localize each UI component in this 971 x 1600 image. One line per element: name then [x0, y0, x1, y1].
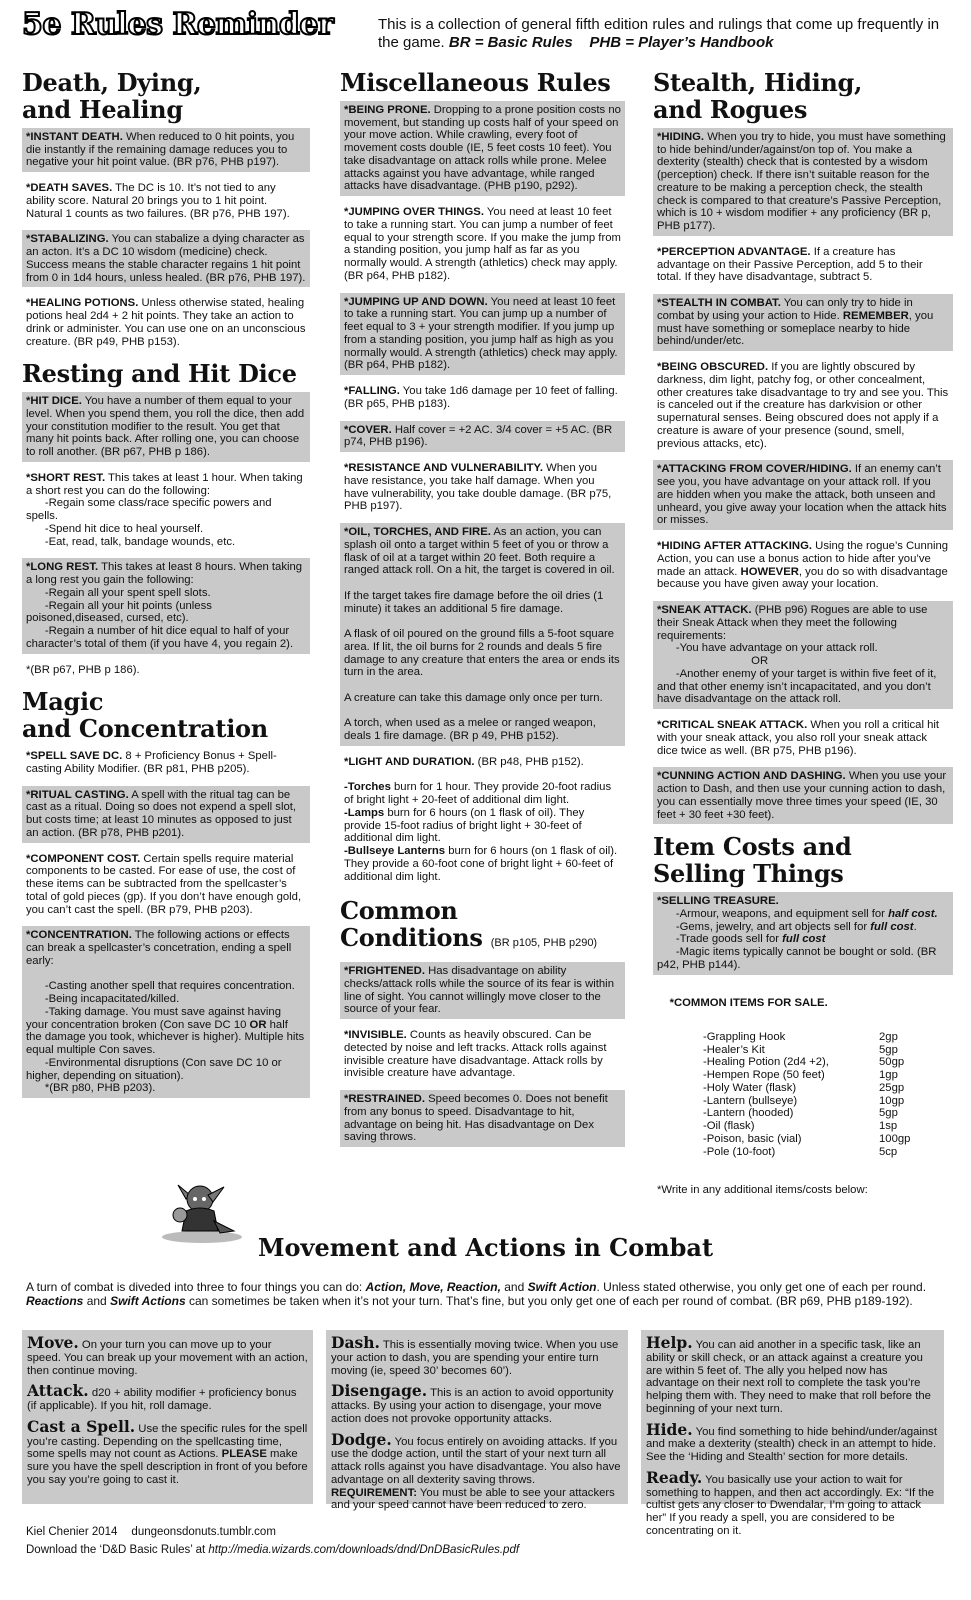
- obscured-box: *BEING OBSCURED. If you are lightly obscured by darkness, dim light, patchy fog, or other concealment, other creatures take disadvantage to try and see you. This is canceled out if the creature has darkvision or other supernatural senses. Being obscured does not apply if a creature is aware of your presence (sound, smell, previous attacks, etc).: [657, 361, 952, 450]
- help-entry: Help. You can aid another in a specific task, like an ability or skill check, or an attack against a creature you are within 5 feet of. The ally you helped now has advantage on their next roll to complete the task you’re helping them with. They need to make that roll before the beginning of your next turn.: [646, 1333, 931, 1415]
- page-title: 5e Rules Reminder: [22, 7, 334, 42]
- item-name: -Healing Potion (2d4 +2),: [703, 1056, 829, 1069]
- falling-box: *FALLING. You take 1d6 damage per 10 feet of falling. (BR p65, PHB p183).: [344, 385, 621, 410]
- item-row: [703, 1031, 949, 1044]
- items-heading: Item Costs and Selling Things: [653, 832, 852, 889]
- cunning-action-box: *CUNNING ACTION AND DASHING. When you use your action to Dash, and then use your cunning action to dash, you can essentially move three times your speed (IE, 30 feet + 30 feet +30 feet).: [653, 767, 953, 824]
- item-cost: 5gp: [879, 1043, 898, 1056]
- attack-entry: Attack. d20 + ability modifier + proficiency bonus (if applicable). If you hit, roll damage.: [27, 1381, 297, 1412]
- item-list: [703, 1031, 949, 1159]
- item-cost: 2gp: [879, 1030, 898, 1043]
- item-cost: 50gp: [879, 1056, 905, 1069]
- stealth-combat-box: *STEALTH IN COMBAT. You can only try to hide in combat by using your action to Hide. REMEMBER, you must have something or someplace nearby to hide behind/under/etc.: [653, 294, 953, 351]
- item-row: [703, 1082, 949, 1095]
- hit-dice-box: *HIT DICE. You have a number of them equal to your level. When you spend them, you roll the dice, then add your constitution modifier to the result. You get that many hit points back. After rolling one, you can choose to roll another. (BR p67, PHB p 186).: [22, 392, 310, 462]
- oil-fire-box: *OIL, TORCHES, AND FIRE. As an action, you can splash oil onto a target within 5 feet of you or throw a flask of oil at a target within 20 feet. Both require a ranged attack roll. On a hit, the target is covered in oil. If the target takes fire damage before the oil dries (1 minute) it takes an additional 5 fire damage. A flask of oil poured on the ground fills a 5-foot square area. If lit, the oil burns for 2 rounds and deals 5 fire damage to any creature that enters the area or ends its turn in the area. A creature can take this damage only once per turn. A torch, when used as a melee or ranged weapon, deals 1 fire damage. (BR p 49, PHB p152).: [340, 523, 625, 746]
- restrained-box: *RESTRAINED. Speed becomes 0. Does not benefit from any bonus to speed. Disadvantage to hit, advantage on being hit. Has disadvantage on Dex saving throws.: [340, 1090, 625, 1147]
- jumping-over-box: *JUMPING OVER THINGS. You need at least 10 feet to take a running start. You can jump a number of feet equal to your strength score. If you make the jump from a standing position, you jump half as far as you normally would. A strength (athletics) check may apply. (BR p64, PHB p182).: [344, 206, 625, 282]
- item-cost: 25gp: [879, 1081, 905, 1094]
- frightened-box: *FRIGHTENED. Has disadvantage on ability checks/attack rolls while the source of its fear is within line of sight. You cannot willingly move closer to the source of your fear.: [340, 962, 625, 1019]
- healing-potions-box: *HEALING POTIONS. Unless otherwise stated, healing potions heal 2d4 + 2 hit points. They take an action to drink or administer. You can use one on an unconscious creature. (BR p49, PHB p153).: [26, 297, 309, 348]
- perception-box: *PERCEPTION ADVANTAGE. If a creature has advantage on their Passive Perception, add 5 to their total. If they have disadvantage, subtract 5.: [657, 245, 926, 284]
- instant-death-box: *INSTANT DEATH. When reduced to 0 hit points, you die instantly if the remaining damage reduces you to negative your hit point value. (BR p76, PHB p197).: [22, 128, 310, 172]
- item-row: [703, 1095, 949, 1108]
- item-name: -Poison, basic (vial): [703, 1132, 802, 1145]
- column-1: [22, 70, 310, 1105]
- stealth-heading: Stealth, Hiding, and Rogues: [653, 68, 863, 124]
- footer: [26, 1524, 519, 1560]
- item-cost: 10gp: [879, 1094, 905, 1107]
- item-row: [703, 1120, 949, 1133]
- download-note: Download the ‘D&D Basic Rules’ at: [26, 1543, 209, 1556]
- hiding-box: *HIDING. When you try to hide, you must have something to hide behind/under/against/on top of. You make a dexterity (stealth) check that is contested by a wisdom (perception) check. If there isn’t suitable reason for the creature to be making a perception check, the stealth check is compared to that creature’s Passive Perception, which is 10 + wisdom modifier + any proficiency (BR p, PHB p177).: [653, 128, 953, 236]
- long-rest-box: *LONG REST. This takes at least 8 hours. When taking a long rest you gain the following: -Regain all your spent spell slots. -Regain all your hit points (unless poisoned,diseased, cursed, etc). -Regain a number of hit dice equal to half of your character’s total of them (if you have 4, you regain 2).: [22, 558, 310, 653]
- dash-entry: Dash. This is essentially moving twice. When you use your action to dash, you are spending your entire turn moving (ie, speed 30’ becomes 60’).: [331, 1333, 619, 1377]
- concentration-box: *CONCENTRATION. The following actions or effects can break a spellcaster’s concetration, ending a spell early: -Casting another spell that requires concentration. -Being incapacitated/killed. -Taking damage. You must save against having your concentration broken (Con save DC 10 OR half the damage you took, whichever is higher). Multiple hits equal multiple Con saves. -Environmental disruptions (Con save DC 10 or higher, depending on situation). *(BR p80, PHB p203).: [22, 926, 310, 1098]
- author-credit: Kiel Chenier 2014: [26, 1526, 118, 1538]
- item-name: -Lantern (hooded): [703, 1107, 794, 1120]
- stabalizing-box: *STABALIZING. You can stabalize a dying character as an acton. It’s a DC 10 wisdom (medicine) check. Success means the stable character regains 1 hit point from 0 in 1d4 hours, unless healed. (BR p76, PHB 197).: [22, 230, 310, 287]
- magic-heading: Magic and Concentration: [22, 687, 268, 744]
- rest-heading: Resting and Hit Dice: [22, 359, 297, 389]
- light-duration-box: *LIGHT AND DURATION. (BR p48, PHB p152). -Torches burn for 1 hour. They provide 20-foot radius of bright light + 20-feet of additional dim light. -Lamps burn for 6 hours (on 1 flask of oil). They provide 15-foot radius of bright light + 30-feet of additional dim light. -Bullseye Lanterns burn for 6 hours (on 1 flask of oil). They provide a 60-foot cone of bright light + 60-feet of additional dim light.: [344, 755, 621, 883]
- item-row: [703, 1044, 949, 1057]
- move-entry: Move. On your turn you can move up to your speed. You can break up your movement with an action, then continue moving.: [27, 1333, 308, 1377]
- spell-save-dc-box: *SPELL SAVE DC. 8 + Proficiency Bonus + Spell-casting Ability Modifier. (BR p81, PHB p205).: [26, 750, 277, 775]
- disengage-entry: Disengage. This is an action to avoid opportunity attacks. By using your action to disengage, your move action does not provoke opportunity attacks.: [331, 1381, 614, 1425]
- item-cost: 5gp: [879, 1107, 898, 1120]
- item-row: [703, 1069, 949, 1082]
- column-2: [340, 70, 625, 1154]
- jumping-up-box: *JUMPING UP AND DOWN. You need at least 10 feet to take a running start. You can jump up a number of feet equal to 3 + your strength modifier. If you jump up from a standing position, you jump half as high as you normally would. A strength (athletics) check may apply. (BR p64, PHB p182).: [340, 293, 625, 376]
- item-name: -Grappling Hook: [703, 1030, 786, 1043]
- site-link[interactable]: dungeonsdonuts.tumblr.com: [131, 1526, 276, 1538]
- misc-heading: Miscellaneous Rules: [340, 68, 611, 97]
- ritual-casting-box: *RITUAL CASTING. A spell with the ritual tag can be cast as a ritual. Doing so does not expend a spell slot, but costs time; at least 10 minutes as opposed to just an action. (BR p78, PHB p201).: [22, 786, 310, 843]
- hiding-after-box: *HIDING AFTER ATTACKING. Using the rogue’s Cunning Action, you can use a bonus action to hide after you’ve made an attack. HOWEVER, you do so with disadvantage because you have given away your location.: [657, 540, 951, 591]
- conditions-heading: Common Conditions (BR p105, PHB p290): [340, 896, 598, 953]
- item-cost: 100gp: [879, 1132, 911, 1145]
- item-row: [703, 1056, 949, 1069]
- item-name: -Healer’s Kit: [703, 1043, 765, 1056]
- item-cost: 1sp: [879, 1120, 898, 1132]
- cast-spell-entry: Cast a Spell. Use the specific rules for the spell you’re casting. Depending on the spellcasting time, some spells may not count as Actions. PLEASE make sure you have the spell description in front of you before you say you’re going to cast it.: [27, 1416, 308, 1486]
- combat-box-2: [326, 1330, 628, 1512]
- sneak-attack-box: *SNEAK ATTACK. (PHB p96) Rogues are able to use their Sneak Attack when they meet the following requirements: -You have advantage on your attack roll. OR -Another enemy of your target is within five feet of it, and that other enemy isn’t incapacitated, and you don’t have disadvantage on the attack roll.: [653, 601, 953, 709]
- intro-text: This is a collection of general fifth edition rules and rulings that come up frequently in the game. BR = Basic Rules PHB = Player’s Handbook: [378, 16, 940, 51]
- invisible-box: *INVISIBLE. Counts as heavily obscured. Can be detected by noise and left tracks. Attack rolls against invisible creature have disadvantage. Attack rolls by invisible creature have advantage.: [344, 1029, 610, 1080]
- common-items-box: *COMMON ITEMS FOR SALE. -Grappling Hook 2gp -Healer’s Kit 5gp -Healing Potion (2d4 +2), 50gp -Hempen Rope (50 feet) 1gp -Holy Water (flask) 25gp -Lantern (bullseye) 10gp -Lantern (hooded) 5gp -Oil (flask) 1sp -Poison, basic (vial) 100gp -Pole (10-foot) 5cp *Write in any additional items/costs below:: [653, 982, 953, 1226]
- critical-sneak-box: *CRITICAL SNEAK ATTACK. When you roll a critical hit with your sneak attack, you also roll your sneak attack dice twice as well. (BR p75, PHB p196).: [657, 719, 943, 757]
- item-row: [703, 1133, 949, 1146]
- cover-box: *COVER. Half cover = +2 AC. 3/4 cover = +5 AC. (BR p74, PHB p196).: [340, 421, 625, 453]
- combat-box-1: [22, 1330, 313, 1504]
- item-name: -Pole (10-foot): [703, 1145, 776, 1158]
- component-cost-box: *COMPONENT COST. Certain spells require material components to be casted. For ease of use, the cost of these items can be subtracted from the spellcaster’s total of gold pieces (gp). If you don’t have enough gold, you can’t cast the spell. (BR p79, PHB p203).: [26, 852, 305, 916]
- item-cost: 1gp: [879, 1069, 898, 1081]
- item-row: [703, 1107, 949, 1120]
- column-3: [653, 70, 953, 1232]
- combat-heading: Movement and Actions in Combat: [257, 1233, 714, 1262]
- death-heading: Death, Dying, and Healing: [22, 68, 202, 124]
- dodge-entry: Dodge. You focus entirely on avoiding attacks. If you use the dodge action, until the start of your next turn all attack rolls against you have disadvantage. You also have advantage on all dexterity saving throws. REQUIREMENT: You must be able to see your attackers and your speed cannot have been reduced to zero.: [331, 1429, 621, 1512]
- item-name: -Oil (flask): [703, 1120, 755, 1132]
- item-name: -Hempen Rope (50 feet): [703, 1069, 825, 1081]
- death-saves-box: *DEATH SAVES. The DC is 10. It’s not tied to any ability score. Natural 20 brings you to 1 hit point. Natural 1 counts as two failures. (BR p76, PHB 197).: [26, 182, 290, 220]
- combat-box-3: [641, 1330, 944, 1537]
- hide-entry: Hide. You find something to hide behind/under/against and make a dexterity (stealth) check in an attempt to hide. See the ‘Hiding and Stealth’ section for more details.: [646, 1419, 937, 1463]
- write-in-note: *Write in any additional items/costs below:: [657, 1183, 868, 1196]
- rest-ref: *(BR p67, PHB p 186).: [26, 663, 140, 676]
- resistance-box: *RESISTANCE AND VULNERABILITY. When you have resistance, you take half damage. When you have vulnerability, you take double damage. (BR p75, PHB p197).: [344, 462, 615, 513]
- item-name: -Holy Water (flask): [703, 1081, 797, 1094]
- attacking-cover-box: *ATTACKING FROM COVER/HIDING. If an enemy can’t see you, you have advantage on your attack roll. If you are hidden when you make the attack, both unseen and unheard, you give away your location when the attack hits or misses.: [653, 460, 953, 530]
- short-rest-box: *SHORT REST. This takes at least 1 hour. When taking a short rest you can do the following: -Regain some class/race specific powers and spells. -Spend hit dice to heal yourself. -Eat, read, talk, bandage wounds, etc.: [26, 471, 303, 548]
- item-cost: 5cp: [879, 1145, 898, 1158]
- prone-box: *BEING PRONE. Dropping to a prone position costs no movement, but standing up costs half of your speed on your move action. While crawling, every foot of movement costs double (IE, 5 feet costs 10 feet). You take disadvantage on attack rolls while prone. Melee attacks against you have advantage, while ranged attacks have disadvantage. (PHB p190, p292).: [340, 101, 625, 196]
- selling-treasure-box: *SELLING TREASURE. -Armour, weapons, and equipment sell for half cost. -Gems, jewelry, and art objects sell for full cost. -Trade goods sell for full cost -Magic items typically cannot be bought or sold. (BR p42, PHB p144).: [653, 892, 953, 975]
- basic-rules-link[interactable]: http://media.wizards.com/downloads/dnd/DnDBasicRules.pdf: [208, 1543, 520, 1556]
- item-row: [703, 1146, 949, 1159]
- item-name: -Lantern (bullseye): [703, 1094, 798, 1107]
- ready-entry: Ready. You basically use your action to wait for something to happen, and then act accordingly. Ex: “If the cultist gets any closer to Dwendalar, I’m going to attack her” If you ready a spell, you are considered to be concentrating on it.: [646, 1467, 935, 1537]
- combat-intro: A turn of combat is diveded into three to four things you can do: Action, Move, Reaction, and Swift Action. Unless stated otherwise, you only get one of each per round. Reactions and Swift Actions can sometimes be taken when it’s not your turn. That’s fine, but you only get one of each per round of combat. (BR p69, PHB p189-192).: [26, 1280, 927, 1308]
